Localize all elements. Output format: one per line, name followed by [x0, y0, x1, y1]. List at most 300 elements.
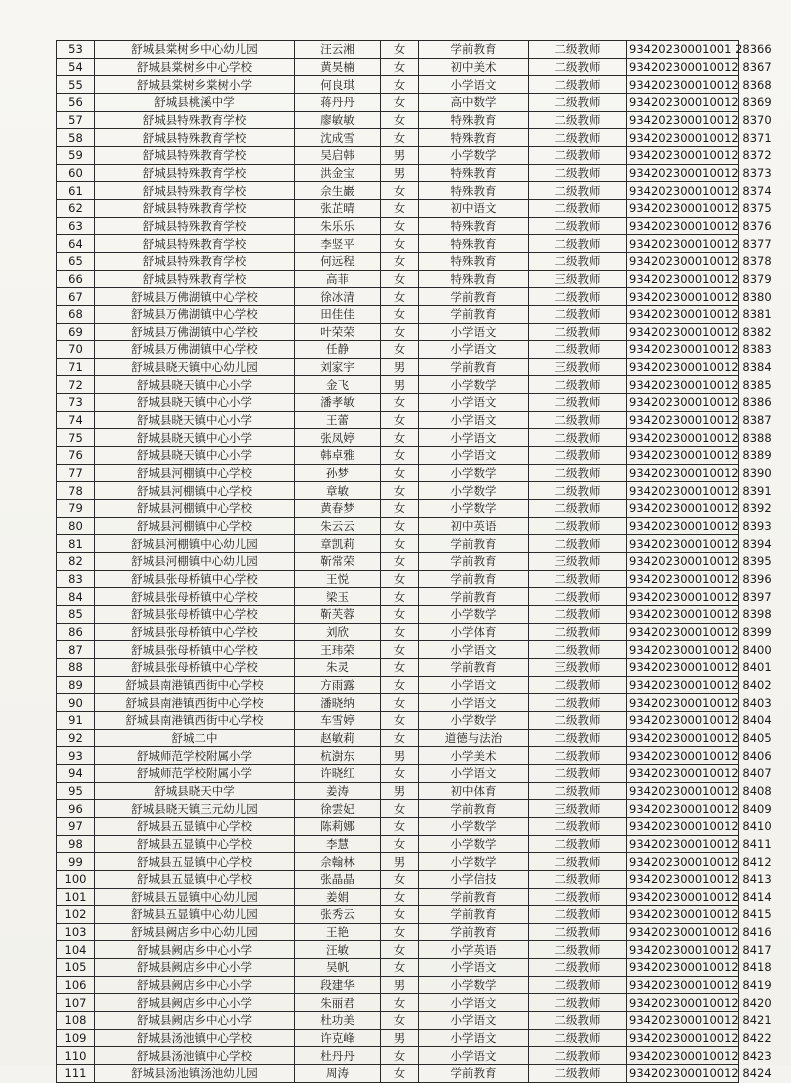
table-row: [57, 782, 739, 800]
teacher-name-cell: 李竖平: [295, 235, 381, 253]
school-name-cell: 舒城二中: [95, 729, 295, 747]
certificate-number-cell: 934202300010012 8407: [627, 764, 739, 782]
title-level-cell: 二级教师: [529, 341, 627, 359]
certificate-number-cell: 934202300010012 8384: [627, 358, 739, 376]
teacher-name-cell: 蒋丹丹: [295, 93, 381, 111]
row-number-cell: 88: [57, 658, 95, 676]
title-level-cell: 二级教师: [529, 111, 627, 129]
subject-cell: 特殊教育: [419, 270, 529, 288]
teacher-name-cell: 汪云湘: [295, 41, 381, 59]
teacher-name-cell: 洪金宝: [295, 164, 381, 182]
school-name-cell: 舒城县特殊教育学校: [95, 199, 295, 217]
certificate-number-cell: 934202300010012 8413: [627, 870, 739, 888]
row-number-cell: 92: [57, 729, 95, 747]
certificate-number-cell: 934202300010012 8371: [627, 129, 739, 147]
certificate-number-cell: 934202300010012 8375: [627, 199, 739, 217]
gender-cell: 男: [381, 146, 419, 164]
gender-cell: 女: [381, 411, 419, 429]
table-row: [57, 588, 739, 606]
gender-cell: 女: [381, 764, 419, 782]
gender-cell: 男: [381, 853, 419, 871]
title-level-cell: 二级教师: [529, 429, 627, 447]
gender-cell: 女: [381, 1065, 419, 1083]
gender-cell: 女: [381, 606, 419, 624]
teacher-name-cell: 徐雲妃: [295, 800, 381, 818]
teacher-name-cell: 叶荣荣: [295, 323, 381, 341]
teacher-name-cell: 朱丽君: [295, 994, 381, 1012]
school-name-cell: 舒城县特殊教育学校: [95, 270, 295, 288]
subject-cell: 小学语文: [419, 676, 529, 694]
title-level-cell: 二级教师: [529, 235, 627, 253]
table-row: [57, 606, 739, 624]
teacher-name-cell: 杜功美: [295, 1012, 381, 1030]
gender-cell: 女: [381, 447, 419, 465]
certificate-number-cell: 934202300010012 8408: [627, 782, 739, 800]
table-row: [57, 76, 739, 94]
table-row: [57, 870, 739, 888]
row-number-cell: 72: [57, 376, 95, 394]
gender-cell: 女: [381, 199, 419, 217]
teacher-name-cell: 黄昊楠: [295, 58, 381, 76]
teacher-name-cell: 沈成雪: [295, 129, 381, 147]
title-level-cell: 二级教师: [529, 976, 627, 994]
gender-cell: 男: [381, 1029, 419, 1047]
gender-cell: 女: [381, 111, 419, 129]
table-row: [57, 835, 739, 853]
certificate-number-cell: 934202300010012 8396: [627, 570, 739, 588]
subject-cell: 特殊教育: [419, 182, 529, 200]
school-name-cell: 舒城县阙店乡中心幼儿园: [95, 923, 295, 941]
title-level-cell: 二级教师: [529, 464, 627, 482]
gender-cell: 女: [381, 482, 419, 500]
teacher-name-cell: 章凯莉: [295, 535, 381, 553]
subject-cell: 初中语文: [419, 199, 529, 217]
school-name-cell: 舒城县河棚镇中心幼儿园: [95, 553, 295, 571]
subject-cell: 小学数学: [419, 817, 529, 835]
table-row: [57, 429, 739, 447]
gender-cell: 女: [381, 93, 419, 111]
school-name-cell: 舒城县河棚镇中心学校: [95, 464, 295, 482]
table-row: [57, 553, 739, 571]
subject-cell: 小学语文: [419, 694, 529, 712]
subject-cell: 高中数学: [419, 93, 529, 111]
subject-cell: 小学语文: [419, 1047, 529, 1065]
certificate-number-cell: 934202300010012 8392: [627, 500, 739, 518]
row-number-cell: 64: [57, 235, 95, 253]
school-name-cell: 舒城县五显镇中心学校: [95, 835, 295, 853]
teacher-name-cell: 何远程: [295, 252, 381, 270]
title-level-cell: 二级教师: [529, 517, 627, 535]
certificate-number-cell: 934202300010012 8399: [627, 623, 739, 641]
table-row: [57, 1012, 739, 1030]
row-number-cell: 93: [57, 747, 95, 765]
gender-cell: 男: [381, 976, 419, 994]
school-name-cell: 舒城县特殊教育学校: [95, 182, 295, 200]
row-number-cell: 75: [57, 429, 95, 447]
teacher-name-cell: 朱云云: [295, 517, 381, 535]
gender-cell: 女: [381, 535, 419, 553]
gender-cell: 女: [381, 500, 419, 518]
certificate-number-cell: 934202300010012 8393: [627, 517, 739, 535]
gender-cell: 女: [381, 941, 419, 959]
row-number-cell: 81: [57, 535, 95, 553]
title-level-cell: 二级教师: [529, 411, 627, 429]
gender-cell: 女: [381, 676, 419, 694]
gender-cell: 女: [381, 252, 419, 270]
title-level-cell: 二级教师: [529, 694, 627, 712]
title-level-cell: 二级教师: [529, 252, 627, 270]
subject-cell: 特殊教育: [419, 252, 529, 270]
row-number-cell: 104: [57, 941, 95, 959]
school-name-cell: 舒城县五显镇中心幼儿园: [95, 888, 295, 906]
certificate-number-cell: 934202300010012 8378: [627, 252, 739, 270]
row-number-cell: 80: [57, 517, 95, 535]
teacher-name-cell: 张凤婷: [295, 429, 381, 447]
school-name-cell: 舒城县晓天镇中心小学: [95, 376, 295, 394]
row-number-cell: 109: [57, 1029, 95, 1047]
certificate-number-cell: 934202300010012 8420: [627, 994, 739, 1012]
certificate-number-cell: 934202300010012 8386: [627, 394, 739, 412]
school-name-cell: 舒城县特殊教育学校: [95, 217, 295, 235]
title-level-cell: 二级教师: [529, 394, 627, 412]
certificate-number-cell: 934202300010012 8402: [627, 676, 739, 694]
certificate-number-cell: 934202300010012 8424: [627, 1065, 739, 1083]
certificate-number-cell: 934202300010012 8377: [627, 235, 739, 253]
school-name-cell: 舒城县阙店乡中心小学: [95, 994, 295, 1012]
school-name-cell: 舒城县棠树乡中心幼儿园: [95, 41, 295, 59]
subject-cell: 初中美术: [419, 58, 529, 76]
row-number-cell: 94: [57, 764, 95, 782]
table-row: [57, 111, 739, 129]
school-name-cell: 舒城县汤池镇中心学校: [95, 1047, 295, 1065]
table-row: [57, 252, 739, 270]
school-name-cell: 舒城县汤池镇汤池幼儿园: [95, 1065, 295, 1083]
school-name-cell: 舒城县特殊教育学校: [95, 164, 295, 182]
gender-cell: 女: [381, 888, 419, 906]
school-name-cell: 舒城县晓天镇中心小学: [95, 447, 295, 465]
table-row: [57, 447, 739, 465]
title-level-cell: 二级教师: [529, 1012, 627, 1030]
certificate-number-cell: 934202300010012 8368: [627, 76, 739, 94]
gender-cell: 女: [381, 641, 419, 659]
table-row: [57, 817, 739, 835]
teacher-name-cell: 姜娟: [295, 888, 381, 906]
row-number-cell: 90: [57, 694, 95, 712]
table-row: [57, 482, 739, 500]
row-number-cell: 74: [57, 411, 95, 429]
teacher-name-cell: 潘孝敏: [295, 394, 381, 412]
subject-cell: 小学数学: [419, 500, 529, 518]
gender-cell: 女: [381, 270, 419, 288]
school-name-cell: 舒城县万佛湖镇中心学校: [95, 323, 295, 341]
gender-cell: 女: [381, 817, 419, 835]
teacher-name-cell: 张秀云: [295, 906, 381, 924]
row-number-cell: 86: [57, 623, 95, 641]
row-number-cell: 83: [57, 570, 95, 588]
row-number-cell: 110: [57, 1047, 95, 1065]
teacher-name-cell: 许克峰: [295, 1029, 381, 1047]
teacher-name-cell: 杭澍东: [295, 747, 381, 765]
certificate-number-cell: 934202300010012 8415: [627, 906, 739, 924]
row-number-cell: 54: [57, 58, 95, 76]
subject-cell: 小学语文: [419, 764, 529, 782]
row-number-cell: 84: [57, 588, 95, 606]
table-row: [57, 235, 739, 253]
school-name-cell: 舒城县张母桥镇中心学校: [95, 606, 295, 624]
row-number-cell: 106: [57, 976, 95, 994]
subject-cell: 学前教育: [419, 535, 529, 553]
certificate-number-cell: 934202300010012 8418: [627, 959, 739, 977]
school-name-cell: 舒城县棠树乡中心学校: [95, 58, 295, 76]
gender-cell: 女: [381, 959, 419, 977]
table-row: [57, 341, 739, 359]
teacher-name-cell: 王悦: [295, 570, 381, 588]
teacher-name-cell: 韩卓雅: [295, 447, 381, 465]
teacher-name-cell: 高菲: [295, 270, 381, 288]
certificate-number-cell: 934202300010012 8417: [627, 941, 739, 959]
table-row: [57, 1047, 739, 1065]
teacher-name-cell: 金飞: [295, 376, 381, 394]
table-row: [57, 694, 739, 712]
table-row: [57, 747, 739, 765]
title-level-cell: 三级教师: [529, 800, 627, 818]
school-name-cell: 舒城县南港镇西街中心学校: [95, 711, 295, 729]
row-number-cell: 73: [57, 394, 95, 412]
subject-cell: 特殊教育: [419, 235, 529, 253]
school-name-cell: 舒城县晓天镇中心小学: [95, 411, 295, 429]
subject-cell: 小学数学: [419, 464, 529, 482]
gender-cell: 女: [381, 800, 419, 818]
gender-cell: 女: [381, 623, 419, 641]
table-row: [57, 535, 739, 553]
row-number-cell: 105: [57, 959, 95, 977]
certificate-number-cell: 934202300010012 8390: [627, 464, 739, 482]
gender-cell: 女: [381, 570, 419, 588]
subject-cell: 特殊教育: [419, 111, 529, 129]
table-row: [57, 270, 739, 288]
subject-cell: 小学语文: [419, 411, 529, 429]
school-name-cell: 舒城县晓天镇三元幼儿园: [95, 800, 295, 818]
table-row: [57, 288, 739, 306]
school-name-cell: 舒城县万佛湖镇中心学校: [95, 305, 295, 323]
subject-cell: 学前教育: [419, 923, 529, 941]
row-number-cell: 69: [57, 323, 95, 341]
gender-cell: 女: [381, 1047, 419, 1065]
table-row: [57, 923, 739, 941]
school-name-cell: 舒城县河棚镇中心学校: [95, 500, 295, 518]
row-number-cell: 62: [57, 199, 95, 217]
teacher-name-cell: 靳芙蓉: [295, 606, 381, 624]
gender-cell: 女: [381, 288, 419, 306]
title-level-cell: 三级教师: [529, 658, 627, 676]
title-level-cell: 二级教师: [529, 906, 627, 924]
gender-cell: 女: [381, 323, 419, 341]
subject-cell: 小学数学: [419, 853, 529, 871]
gender-cell: 女: [381, 658, 419, 676]
gender-cell: 女: [381, 58, 419, 76]
row-number-cell: 89: [57, 676, 95, 694]
school-name-cell: 舒城县特殊教育学校: [95, 235, 295, 253]
gender-cell: 女: [381, 553, 419, 571]
subject-cell: 小学语文: [419, 447, 529, 465]
row-number-cell: 100: [57, 870, 95, 888]
title-level-cell: 二级教师: [529, 941, 627, 959]
row-number-cell: 53: [57, 41, 95, 59]
gender-cell: 女: [381, 588, 419, 606]
teacher-name-cell: 段建华: [295, 976, 381, 994]
table-row: [57, 658, 739, 676]
title-level-cell: 二级教师: [529, 217, 627, 235]
certificate-number-cell: 934202300010012 8405: [627, 729, 739, 747]
school-name-cell: 舒城县五显镇中心学校: [95, 870, 295, 888]
gender-cell: 女: [381, 129, 419, 147]
table-row: [57, 853, 739, 871]
school-name-cell: 舒城县五显镇中心幼儿园: [95, 906, 295, 924]
certificate-number-cell: 934202300010012 8401: [627, 658, 739, 676]
subject-cell: 小学体育: [419, 623, 529, 641]
certificate-number-cell: 934202300010012 8410: [627, 817, 739, 835]
certificate-number-cell: 934202300010012 8394: [627, 535, 739, 553]
gender-cell: 女: [381, 429, 419, 447]
subject-cell: 小学数学: [419, 835, 529, 853]
teacher-name-cell: 王玮荣: [295, 641, 381, 659]
certificate-number-cell: 934202300010012 8421: [627, 1012, 739, 1030]
row-number-cell: 70: [57, 341, 95, 359]
school-name-cell: 舒城县张母桥镇中心学校: [95, 658, 295, 676]
certificate-number-cell: 934202300010012 8423: [627, 1047, 739, 1065]
row-number-cell: 82: [57, 553, 95, 571]
certificate-number-cell: 934202300010012 8412: [627, 853, 739, 871]
school-name-cell: 舒城县张母桥镇中心学校: [95, 570, 295, 588]
gender-cell: 女: [381, 711, 419, 729]
subject-cell: 小学语文: [419, 641, 529, 659]
certificate-number-cell: 934202300010012 8380: [627, 288, 739, 306]
school-name-cell: 舒城县河棚镇中心学校: [95, 482, 295, 500]
subject-cell: 小学美术: [419, 747, 529, 765]
table-row: [57, 394, 739, 412]
subject-cell: 小学数学: [419, 146, 529, 164]
table-row: [57, 711, 739, 729]
certificate-number-cell: 934202300010012 8367: [627, 58, 739, 76]
table-row: [57, 164, 739, 182]
title-level-cell: 二级教师: [529, 570, 627, 588]
table-row: [57, 146, 739, 164]
subject-cell: 学前教育: [419, 588, 529, 606]
title-level-cell: 二级教师: [529, 676, 627, 694]
certificate-number-cell: 934202300010012 8395: [627, 553, 739, 571]
table-row: [57, 305, 739, 323]
subject-cell: 小学数学: [419, 376, 529, 394]
gender-cell: 女: [381, 1012, 419, 1030]
title-level-cell: 二级教师: [529, 182, 627, 200]
teacher-name-cell: 车雪婷: [295, 711, 381, 729]
school-name-cell: 舒城师范学校附属小学: [95, 764, 295, 782]
subject-cell: 小学语文: [419, 1029, 529, 1047]
certificate-number-cell: 934202300010012 8403: [627, 694, 739, 712]
subject-cell: 学前教育: [419, 800, 529, 818]
title-level-cell: 二级教师: [529, 606, 627, 624]
certificate-number-cell: 934202300010012 8400: [627, 641, 739, 659]
row-number-cell: 77: [57, 464, 95, 482]
table-row: [57, 976, 739, 994]
row-number-cell: 59: [57, 146, 95, 164]
title-level-cell: 二级教师: [529, 447, 627, 465]
table-row: [57, 464, 739, 482]
row-number-cell: 96: [57, 800, 95, 818]
school-name-cell: 舒城县阙店乡中心小学: [95, 941, 295, 959]
school-name-cell: 舒城县五显镇中心学校: [95, 817, 295, 835]
school-name-cell: 舒城县特殊教育学校: [95, 129, 295, 147]
title-level-cell: 二级教师: [529, 870, 627, 888]
certificate-number-cell: 934202300010012 8379: [627, 270, 739, 288]
teacher-name-cell: 姜涛: [295, 782, 381, 800]
subject-cell: 初中英语: [419, 517, 529, 535]
teacher-name-cell: 朱乐乐: [295, 217, 381, 235]
row-number-cell: 108: [57, 1012, 95, 1030]
teacher-name-cell: 何良琪: [295, 76, 381, 94]
table-body: [57, 41, 772, 1083]
table-row: [57, 41, 739, 59]
certificate-number-cell: 934202300010012 8422: [627, 1029, 739, 1047]
certificate-number-cell: 934202300010012 8382: [627, 323, 739, 341]
subject-cell: 学前教育: [419, 888, 529, 906]
title-level-cell: 二级教师: [529, 747, 627, 765]
gender-cell: 女: [381, 517, 419, 535]
teacher-name-cell: 廖敏敏: [295, 111, 381, 129]
gender-cell: 女: [381, 235, 419, 253]
certificate-number-cell: 934202300010012 8391: [627, 482, 739, 500]
teacher-name-cell: 方雨露: [295, 676, 381, 694]
row-number-cell: 79: [57, 500, 95, 518]
title-level-cell: 二级教师: [529, 482, 627, 500]
teacher-name-cell: 许晓红: [295, 764, 381, 782]
row-number-cell: 98: [57, 835, 95, 853]
teacher-name-cell: 吴启韩: [295, 146, 381, 164]
table-row: [57, 500, 739, 518]
gender-cell: 女: [381, 464, 419, 482]
table-row: [57, 729, 739, 747]
title-level-cell: 二级教师: [529, 959, 627, 977]
row-number-cell: 61: [57, 182, 95, 200]
subject-cell: 学前教育: [419, 358, 529, 376]
subject-cell: 小学语文: [419, 994, 529, 1012]
row-number-cell: 58: [57, 129, 95, 147]
title-level-cell: 二级教师: [529, 1047, 627, 1065]
title-level-cell: 二级教师: [529, 729, 627, 747]
row-number-cell: 78: [57, 482, 95, 500]
subject-cell: 小学数学: [419, 711, 529, 729]
title-level-cell: 三级教师: [529, 553, 627, 571]
subject-cell: 学前教育: [419, 570, 529, 588]
teacher-name-cell: 任静: [295, 341, 381, 359]
title-level-cell: 二级教师: [529, 994, 627, 1012]
title-level-cell: 二级教师: [529, 782, 627, 800]
row-number-cell: 55: [57, 76, 95, 94]
table-row: [57, 994, 739, 1012]
subject-cell: 特殊教育: [419, 129, 529, 147]
teacher-name-cell: 王蕾: [295, 411, 381, 429]
certificate-number-cell: 934202300010012 8369: [627, 93, 739, 111]
subject-cell: 道德与法治: [419, 729, 529, 747]
table-row: [57, 358, 739, 376]
subject-cell: 特殊教育: [419, 164, 529, 182]
table-row: [57, 906, 739, 924]
subject-cell: 学前教育: [419, 906, 529, 924]
teacher-name-cell: 赵敏莉: [295, 729, 381, 747]
title-level-cell: 二级教师: [529, 500, 627, 518]
teacher-name-cell: 田佳佳: [295, 305, 381, 323]
title-level-cell: 二级教师: [529, 535, 627, 553]
